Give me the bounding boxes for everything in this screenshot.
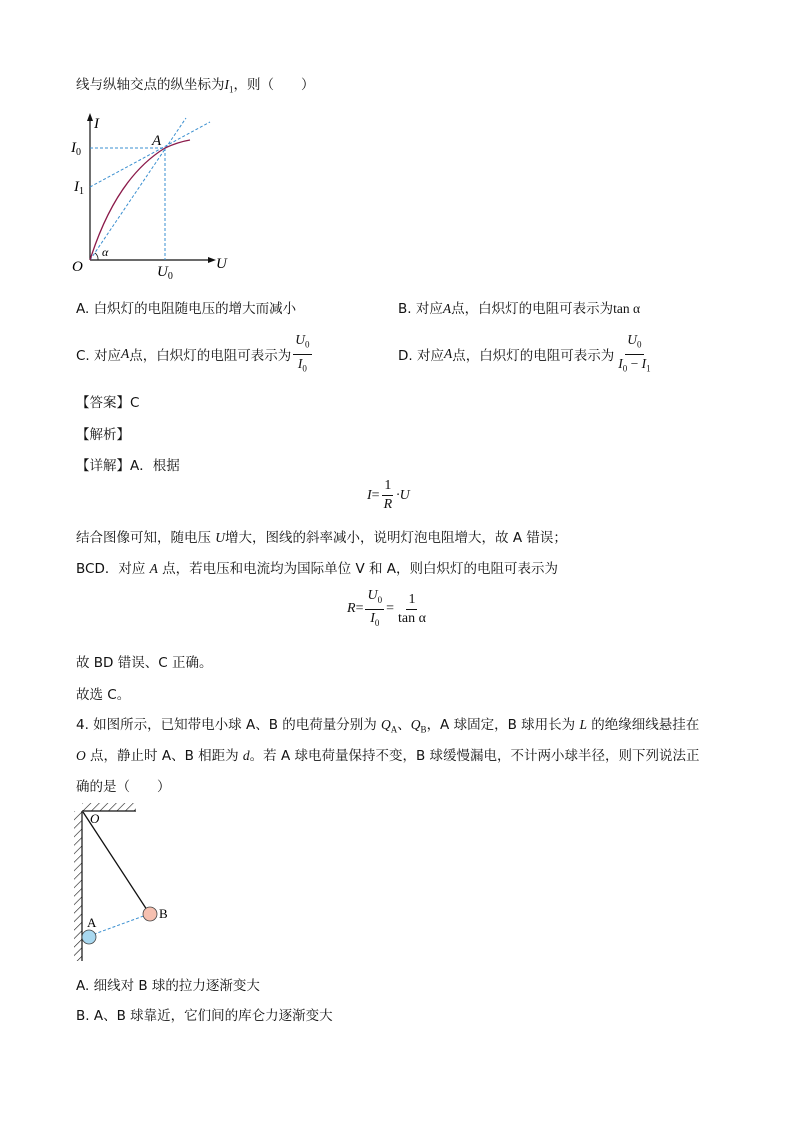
- point-a-label: A: [152, 133, 162, 149]
- conclusion-1: 故 BD 错误、C 正确。: [76, 655, 213, 671]
- ball-b-label: B: [159, 906, 168, 921]
- i0-label: $I_0$: [71, 140, 81, 158]
- origin-label: O: [72, 259, 83, 275]
- q4-option-b: B. A、B 球靠近，它们间的库仑力逐渐变大: [76, 1008, 333, 1024]
- option-a: A. 白炽灯的电阻随电压的增大而减小: [76, 301, 297, 317]
- alpha-label: α: [102, 245, 109, 259]
- formula-resistance: R = $\frac{U_0}{I_0}$ = $\frac{1}{\text{tan α}}$: [347, 588, 426, 628]
- detail-head: 【详解】A．根据: [76, 458, 180, 474]
- iu-curve: [90, 140, 190, 260]
- q4-option-a: A. 细线对 B 球的拉力逐渐变大: [76, 978, 260, 994]
- q4-line-3: 确的是（ ）: [76, 779, 171, 795]
- option-d: D. 对应 A 点，白炽灯的电阻可表示为 $\frac{U_0}{I_0 - I_1}$: [398, 332, 655, 376]
- option-d-fraction: $\frac{U_0}{I_0 - I_1}$: [618, 332, 651, 374]
- u-axis-arrow: [208, 257, 216, 263]
- tangent-dashed-line: [90, 122, 210, 187]
- i1-label: $I_1$: [74, 179, 84, 197]
- secant-dashed-line: [90, 118, 186, 260]
- intro-line: 线与纵轴交点的纵坐标为$I_1$，则（ ）: [76, 77, 315, 95]
- point-o-label: O: [90, 811, 100, 826]
- formula-ohm: I = $\frac{1}{R}$ ·U: [367, 478, 410, 512]
- alpha-arc: [95, 253, 98, 260]
- i-axis-label: I: [94, 116, 99, 132]
- ball-a: [82, 930, 96, 944]
- ceiling-hatch: [82, 803, 136, 811]
- detail-a: 结合图像可知，随电压 U增大，图线的斜率减小，说明灯泡电阻增大，故 A 错误；: [76, 530, 567, 546]
- option-c-fraction: $\frac{U_0}{I_0}$: [295, 332, 310, 374]
- string: [83, 812, 149, 913]
- ball-a-label: A: [87, 915, 97, 930]
- option-b: B. 对应A点，白炽灯的电阻可表示为tan α: [398, 301, 641, 317]
- pendulum-diagram: [68, 800, 188, 965]
- wall-hatch: [74, 811, 82, 961]
- conclusion-2: 故选 C。: [76, 687, 131, 703]
- i-axis-arrow: [87, 113, 93, 121]
- analysis-label: 【解析】: [76, 427, 130, 443]
- u-axis-label: U: [216, 256, 227, 272]
- answer: 【答案】C: [76, 395, 140, 411]
- option-c: C. 对应 A 点，白炽灯的电阻可表示为 $\frac{U_0}{I_0}$: [76, 332, 314, 376]
- u0-label: $U_0$: [157, 264, 173, 282]
- ball-b: [143, 907, 157, 921]
- detail-bcd: BCD．对应 A 点，若电压和电流均为国际单位 V 和 A，则白炽灯的电阻可表示为: [76, 561, 559, 577]
- q4-line-1: 4. 如图所示，已知带电小球 A、B 的电荷量分别为 $Q_A$、$Q_B$，A 球固定，B 球用长为 L 的绝缘细线悬挂在: [76, 717, 700, 735]
- ab-dashed-line: [89, 914, 149, 936]
- iu-graph: [66, 108, 236, 283]
- q4-line-2: O 点，静止时 A、B 相距为 d。若 A 球电荷量保持不变，B 球缓慢漏电，不计两小球半径，则下列说法正: [76, 748, 700, 764]
